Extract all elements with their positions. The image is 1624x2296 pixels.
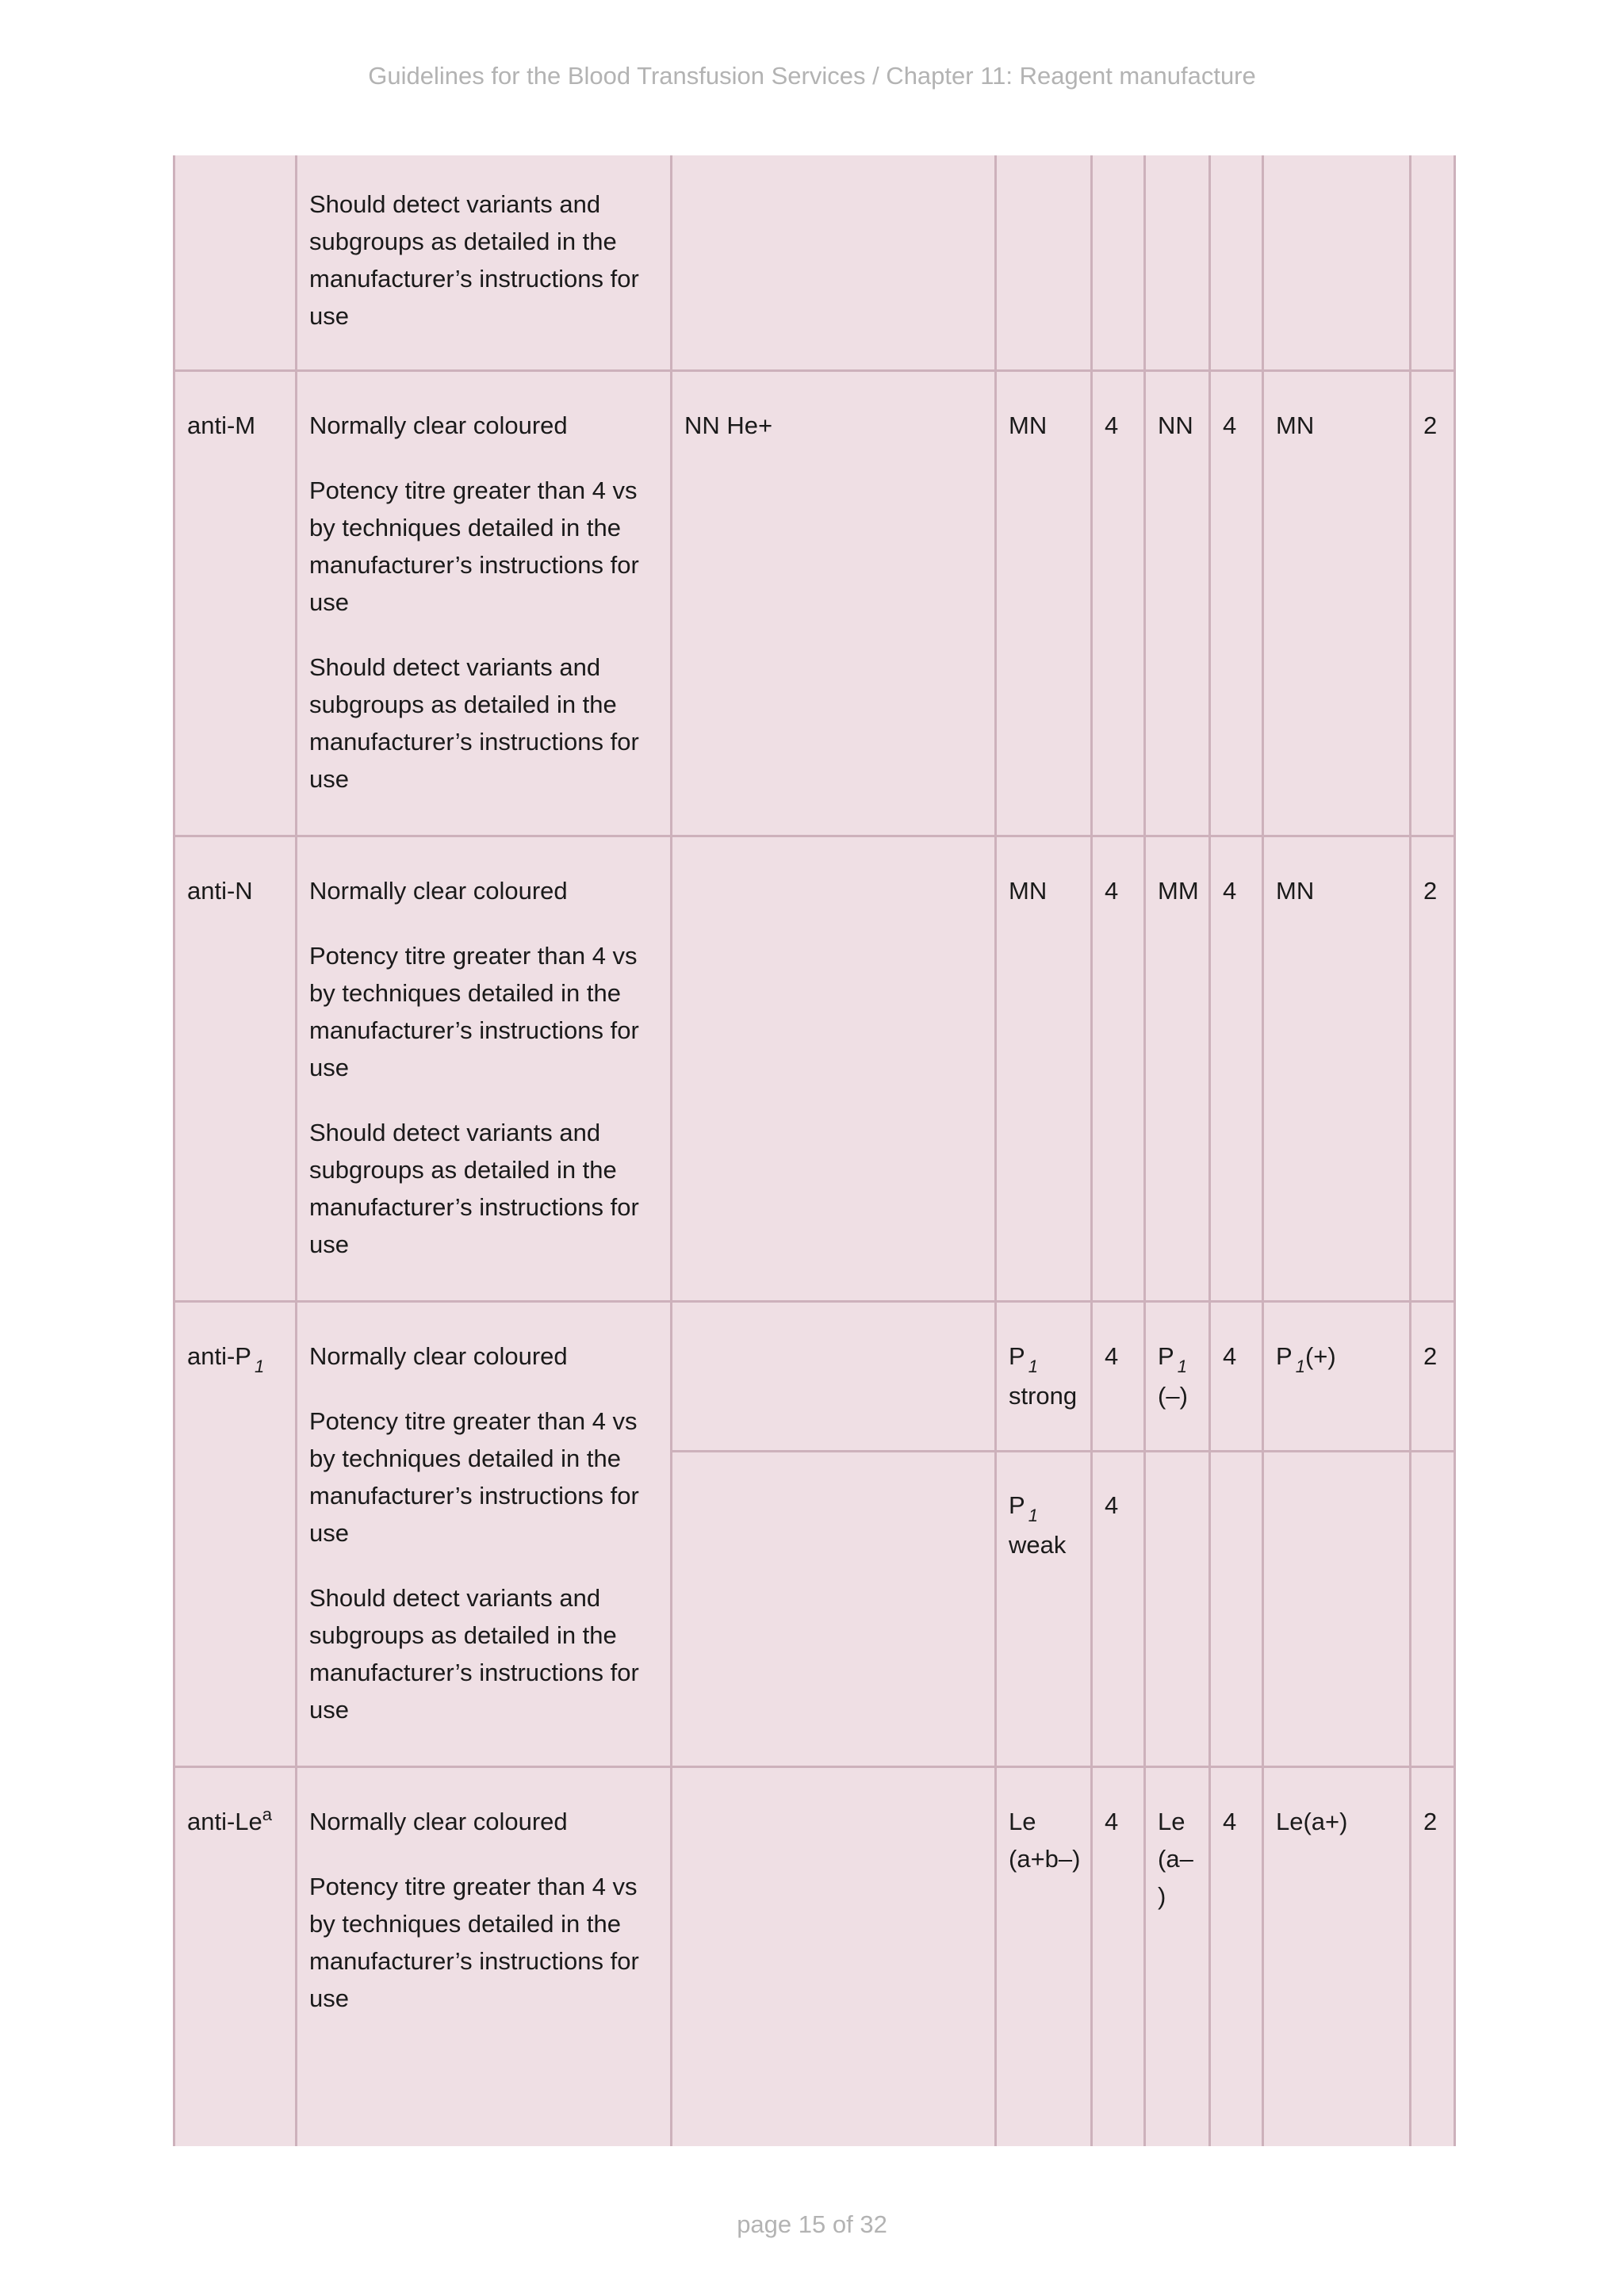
reagent-table: [173, 155, 1456, 2146]
table-cell-positive: [1009, 1337, 1088, 1414]
spec-text: Potency titre greater than 4 vs by techniques detailed in the manufacturer’s instructions for use: [309, 476, 639, 616]
spec-text: Should detect variants and subgroups as detailed in the manufacturer’s instructions for use: [309, 653, 639, 793]
table-cell-count: 4: [1223, 877, 1237, 905]
table-cell-control: Le(a+): [1276, 1808, 1348, 1835]
reagent-subscript: 1: [254, 1357, 265, 1376]
table-border-right: [1454, 155, 1456, 2146]
table-cell-count: 4: [1223, 1808, 1237, 1835]
table-cell-spec: [309, 407, 658, 825]
spec-text: Should detect variants and subgroups as detailed in the manufacturer’s instructions for use: [309, 1584, 639, 1724]
table-cell-count: 4: [1105, 411, 1119, 439]
table-cell-spec: [309, 186, 658, 362]
table-cell-spec: [309, 1337, 658, 1756]
cell-name: P: [1158, 1342, 1174, 1370]
column-divider: [670, 155, 672, 2146]
spec-text: Potency titre greater than 4 vs by techniques detailed in the manufacturer’s instructions for use: [309, 1873, 639, 2012]
spec-text: Normally clear coloured: [309, 411, 568, 439]
table-cell-reagent: [187, 1803, 272, 1843]
cell-note: weak: [1009, 1531, 1067, 1559]
table-border-left: [173, 155, 175, 2146]
page-footer: page 15 of 32: [737, 2210, 887, 2238]
spec-text: Normally clear coloured: [309, 1342, 568, 1370]
table-cell-negative: MM: [1158, 877, 1199, 905]
table-cell-negative: [1158, 1337, 1213, 1414]
table-cell-count: 2: [1423, 411, 1438, 439]
table-cell-control: MN: [1276, 411, 1315, 439]
table-cell-reagent: anti-N: [187, 877, 253, 905]
table-cell-count: 4: [1105, 1491, 1119, 1519]
column-divider: [1143, 155, 1146, 2146]
cell-note: (+): [1304, 1342, 1336, 1370]
table-cell-count: 4: [1105, 877, 1119, 905]
reagent-name: anti-P: [187, 1342, 251, 1370]
row-divider: [173, 369, 1456, 372]
table-cell-spec: [309, 872, 658, 1291]
page-header: Guidelines for the Blood Transfusion Services / Chapter 11: Reagent manufacture: [368, 62, 1256, 90]
cell-subscript: 1: [1177, 1357, 1187, 1376]
table-cell-negative: NN: [1158, 411, 1193, 439]
column-divider: [1409, 155, 1411, 2146]
table-cell-positive: [1009, 1487, 1088, 1563]
spec-text: Should detect variants and subgroups as detailed in the manufacturer’s instructions for use: [309, 190, 639, 330]
table-cell-count: 4: [1223, 411, 1237, 439]
row-divider: [670, 1450, 1456, 1452]
table-cell-count: 4: [1105, 1808, 1119, 1835]
table-cell-count: 2: [1423, 1342, 1438, 1370]
table-cell-count: 4: [1223, 1342, 1237, 1370]
cell-note: (–): [1158, 1382, 1188, 1410]
spec-text: Should detect variants and subgroups as detailed in the manufacturer’s instructions for use: [309, 1119, 639, 1258]
table-cell-count: 2: [1423, 1808, 1438, 1835]
spec-text: Potency titre greater than 4 vs by techniques detailed in the manufacturer’s instructions for use: [309, 1407, 639, 1547]
table-cell-reagent: [187, 1337, 264, 1377]
spec-text: Normally clear coloured: [309, 1808, 568, 1835]
row-divider: [173, 1300, 1456, 1303]
column-divider: [1262, 155, 1264, 2146]
reagent-superscript: a: [262, 1804, 273, 1824]
cell-subscript: 1: [1028, 1357, 1038, 1376]
row-divider: [173, 835, 1456, 837]
column-divider: [994, 155, 997, 2146]
table-cell-count: 2: [1423, 877, 1438, 905]
table-cell-positive: Le (a+b–): [1009, 1808, 1081, 1873]
table-cell-control: [1276, 1337, 1336, 1377]
cell-subscript: 1: [1028, 1506, 1038, 1525]
table-cell-reagent: anti-M: [187, 411, 256, 439]
cell-subscript: 1: [1295, 1357, 1305, 1376]
table-cell-control: MN: [1276, 877, 1315, 905]
cell-name: P: [1009, 1491, 1025, 1519]
table-cell-spec: [309, 1803, 658, 2045]
column-divider: [295, 155, 297, 2146]
row-divider: [173, 1766, 1456, 1768]
table-cell-negative: Le (a– ): [1158, 1808, 1193, 1910]
reagent-name: anti-Le: [187, 1808, 262, 1835]
cell-name: P: [1276, 1342, 1293, 1370]
table-cell-positive: MN: [1009, 877, 1048, 905]
spec-text: Potency titre greater than 4 vs by techniques detailed in the manufacturer’s instructions for use: [309, 942, 639, 1081]
table-cell-extra: NN He+: [684, 411, 773, 439]
table-cell-count: 4: [1105, 1342, 1119, 1370]
cell-name: P: [1009, 1342, 1025, 1370]
spec-text: Normally clear coloured: [309, 877, 568, 905]
table-cell-positive: MN: [1009, 411, 1048, 439]
cell-note: strong: [1009, 1382, 1078, 1410]
